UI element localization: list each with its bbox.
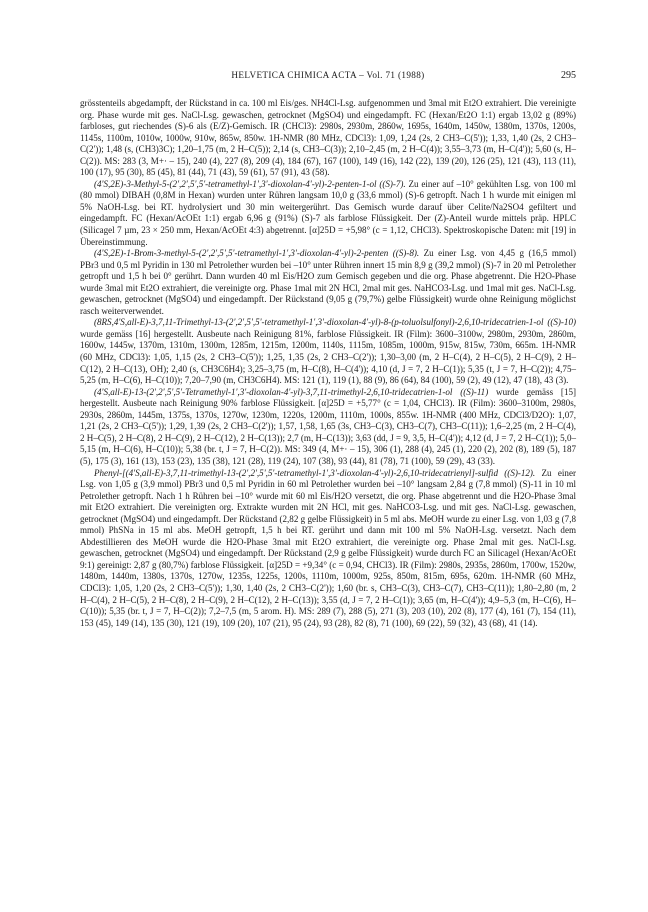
paragraph-text: Zu einer Lsg. von 4,45 g (16,5 mmol) PBr3 und 0,5 ml Pyridin in 130 ml Petrolether wurden bei –10° unter Rühren innert 15 min 8,9 g (39,2 mmol) (S)-7 in 20 ml Petrolether getropft und 1,5 h bei 0° gerührt. Dann wurden 40 ml Eis/H2O zum Gemisch gegeben und die org. Phase abgetrennt. Die H2O-Phase wurde 3mal mit Et2O extrahiert, die vereinigte org. Phase 1mal mit 2N HCl, 2mal mit ges. NaHCO3-Lsg. und 1mal mit ges. NaCl-Lsg. gewaschen, getrocknet (MgSO4) und eingedampft. Der Rückstand (9,05 g (79,7%) gelbe Flüssigkeit) wurde ohne Reinigung möglichst rasch weiterverwendet. xyxy=(80,248,576,316)
journal-page xyxy=(80,70,576,629)
journal-title: HELVETICA CHIMICA ACTA – Vol. 71 (1988) xyxy=(231,70,425,80)
running-header xyxy=(80,70,576,86)
compound-heading: (8RS,4'S,all-E)-3,7,11-Trimethyl-13-(2',2',5',5'-tetramethyl-1',3'-dioxolan-4'-yl)-8-(p-toluolsulfonyl)-2,6,10-tridecatrien-1-ol ((S)-10) xyxy=(94,317,576,328)
paragraph-text: Zu einer auf –10° gekühlten Lsg. von 100 ml (80 mmol) DIBAH (0,8M in Hexan) wurden unter Rühren langsam 10,0 g (33,6 mmol) (S)-6 getropft. Nach 1 h wurde mit einigen ml 5% NaOH-Lsg. bei RT. hydrolysiert und 30 min weitergerührt. Das Gemisch wurde darauf über Celite/Na2SO4 gefiltert und eingedampft. FC (Hexan/AcOEt 1:1) ergab 6,96 g (91%) (S)-7 als farblose Flüssigkeit. Der (Z)-Anteil wurde mittels präp. HPLC (Silicagel 7 µm, 23 × 250 mm, Hexan/AcOEt 4:3) abgetrennt. [α]25D = +5,98° (c = 1,12, CHCl3). Spektroskopische Daten: mit [19] in Übereinstimmung. xyxy=(80,178,577,247)
compound-heading: (4'S,2E)-3-Methyl-5-(2',2',5',5'-tetramethyl-1',3'-dioxolan-4'-yl)-2-penten-1-ol ((S)-7). xyxy=(94,178,406,189)
compound-heading: (4'S,all-E)-13-(2',2',5',5'-Tetramethyl-1',3'-dioxolan-4'-yl)-3,7,11-trimethyl-2,6,10-tridecatrien-1-ol ((S)-11) xyxy=(94,386,489,397)
article-body xyxy=(80,98,576,629)
paragraph-compound-s8 xyxy=(80,248,576,317)
compound-heading: Phenyl-[(4'S,all-E)-3,7,11-trimethyl-13-(2',2',5',5'-tetramethyl-1',3'-dioxolan-4'-yl)-2,6,10-tridecatrienyl]-sulfid ((S)-12). xyxy=(94,467,536,478)
compound-heading: (4'S,2E)-1-Brom-3-methyl-5-(2',2',5',5'-tetramethyl-1',3'-dioxolan-4'-yl)-2-penten ((S)-8). xyxy=(94,248,420,259)
paragraph-text: Zu einer Lsg. von 1,05 g (3,9 mmol) PBr3 und 0,5 ml Pyridin in 60 ml Petrolether wurden bei –10° langsam 2,84 g (7,8 mmol) (S)-11 in 10 ml Petrolether getropft. Nach 1 h Rühren bei –10° wurde mit 60 ml Eis/H2O versetzt, die org. Phase abgetrennt und die H2O-Phase 3mal mit Et2O extrahiert. Die vereinigten org. Extrakte wurden mit 2N HCl, mit ges. NaHCO3-Lsg. und mit ges. NaCl-Lsg. gewaschen, getrocknet (MgSO4) und eingedampft. Der Rückstand (2,82 g gelbe Flüssigkeit) in 5 ml abs. MeOH wurde zu einer Lsg. von 1,03 g (7,8 mmol) PhSNa in 15 ml abs. MeOH getropft, 1,5 h bei RT. gerührt und dann mit 100 ml 5% NaOH-Lsg. versetzt. Nach dem Abdestillieren des MeOH wurde die H2O-Phase 3mal mit Et2O extrahiert, die vereinigte org. Phase 2mal mit ges. NaCl-Lsg. gewaschen, getrocknet (MgSO4) und eingedampft. Der Rückstand (2,9 g gelbe Flüssigkeit) wurde durch FC an Silicagel (Hexan/AcOEt 9:1) gereinigt: 2,87 g (80,7%) farblose Flüssigkeit. [α]25D = +9,34° (c = 0,94, CHCl3). IR (Film): 2980s, 2935s, 2860m, 1700w, 1520w, 1480m, 1440m, 1380s, 1370s, 1270w, 1235s, 1225s, 1200s, 1110m, 1000m, 925s, 850m, 815m, 695s, 620m. 1H-NMR (60 MHz, CDCl3): 1,05, 1,20 (2s, 2 CH3–C(5')); 1,30, 1,40 (2s, 2 CH3–C(2')); 1,60 (br. s, CH3–C(3), CH3–C(7), CH3–C(11)); 1,80–2,80 (m, 2 H–C(4), 2 H–C(5), 2 H–C(8), 2 H–C(9), 2 H–C(12), 2 H–C(13)); 3,55 (d, J = 7, 2 H–C(1)); 3,65 (m, H–C(4')); 4,9–5,3 (m, H–C(6), H–C(10)); 5,35 (br. t, J = 7, H–C(2)); 7,2–7,5 (m, 5 arom. H). MS: 289 (7), 288 (5), 271 (3), 203 (10), 202 (8), 177 (4), 161 (7), 154 (11), 153 (45), 149 (14), 135 (30), 121 (19), 109 (20), 107 (21), 95 (24), 93 (28), 82 (8), 71 (100), 69 (22), 59 (32), 43 (68), 41 (14). xyxy=(80,467,576,628)
paragraph-compound-s7 xyxy=(80,179,576,248)
paragraph-compound-s11 xyxy=(80,387,576,468)
page-number: 295 xyxy=(561,70,576,81)
paragraph-continuation xyxy=(80,98,576,179)
paragraph-compound-s10 xyxy=(80,317,576,386)
paragraph-text: wurde gemäss [15] hergestellt. Ausbeute nach Reinigung 90% farblose Flüssigkeit. [α]25D = +5,77° (c = 1,04, CHCl3). IR (Film): 3600–3100m, 2980s, 2930s, 2860m, 1445m, 1375s, 1370s, 1270w, 1230m, 1220s, 1200m, 1110m, 1000s, 855w. 1H-NMR (400 MHz, CDCl3/D2O): 1,07, 1,21 (2s, 2 CH3–C(5')); 1,29, 1,39 (2s, 2 CH3–C(2')); 1,57, 1,58, 1,65 (3s, CH3–C(3), CH3–C(7), CH3–C(11)); 1,6–2,25 (m, 2 H–C(4), 2 H–C(5), 2 H–C(8), 2 H–C(9), 2 H–C(12), 2 H–C(13)); 2,7 (m, H–C(13)); 3,63 (dd, J = 9, 3,5, H–C(4')); 4,12 (d, J = 7, 2 H–C(1)); 5,0–5,15 (m, H–C(6), H–C(10)); 5,38 (br. t, J = 7, H–C(2)). MS: 349 (4, M+· – 15), 306 (1), 288 (4), 245 (1), 220 (2), 202 (8), 189 (5), 187 (5), 175 (3), 161 (13), 153 (23), 135 (38), 121 (28), 119 (24), 107 (38), 93 (44), 81 (78), 71 (100), 59 (29), 43 (33). xyxy=(80,386,577,466)
paragraph-compound-s12 xyxy=(80,468,576,630)
paragraph-text: grösstenteils abgedampft, der Rückstand in ca. 100 ml Eis/ges. NH4Cl-Lsg. aufgenommen und 3mal mit Et2O extrahiert. Die vereinigte org. Phase wurde mit ges. NaCl-Lsg. gewaschen, getrocknet (MgSO4) und eingedampft. FC (Hexan/Et2O 1:1) ergab 13,02 g (89%) farbloses, gut riechendes (S)-6 als (E/Z)-Gemisch. IR (CHCl3): 2980s, 2930m, 2860w, 1695s, 1640m, 1450w, 1380m, 1370s, 1200s, 1145s, 1100m, 1010w, 1000w, 910w, 865w, 850w. 1H-NMR (80 MHz, CDCl3): 1,09, 1,24 (2s, 2 CH3–C(5')); 1,33, 1,40 (2s, 2 CH3–C(2')); 1,48 (s, (CH3)3C); 1,20–1,75 (m, 2 H–C(5)); 2,14 (s, CH3–C(3)); 2,10–2,45 (m, 2 H–C(4)); 3,55–3,73 (m, H–C(4')); 5,60 (s, H–C(2)). MS: 283 (3, M+· – 15), 240 (4), 227 (8), 209 (4), 184 (67), 167 (100), 149 (16), 142 (22), 139 (20), 126 (25), 121 (43), 113 (11), 100 (17), 95 (30), 85 (45), 81 (44), 71 (43), 59 (61), 57 (91), 43 (58). xyxy=(80,98,576,178)
paragraph-text: wurde gemäss [16] hergestellt. Ausbeute nach Reinigung 81%, farblose Flüssigkeit. IR (Film): 3600–3100w, 2980m, 2930m, 2860m, 1600w, 1445w, 1370m, 1310m, 1300m, 1285m, 1215m, 1200m, 1140s, 1115m, 1085m, 1000m, 915w, 815w, 730m, 665m. 1H-NMR (60 MHz, CDCl3): 1,05, 1,15 (2s, 2 CH3–C(5')); 1,25, 1,35 (2s, 2 CH3–C(2')); 1,30–3,00 (m, 2 H–C(4), 2 H–C(5), 2 H–C(9), 2 H–C(12), 2 H–C(13), OH); 2,40 (s, CH3C6H4); 3,25–3,75 (m, H–C(8), H–C(4')); 4,10 (d, J = 7, 2 H–C(1)); 5,35 (t, J = 7, H–C(2)); 4,75–5,25 (m, H–C(6), H–C(10)); 7,20–7,90 (m, CH3C6H4). MS: 121 (1), 119 (1), 88 (9), 86 (64), 84 (100), 59 (2), 49 (12), 47 (18), 43 (3). xyxy=(80,328,576,386)
